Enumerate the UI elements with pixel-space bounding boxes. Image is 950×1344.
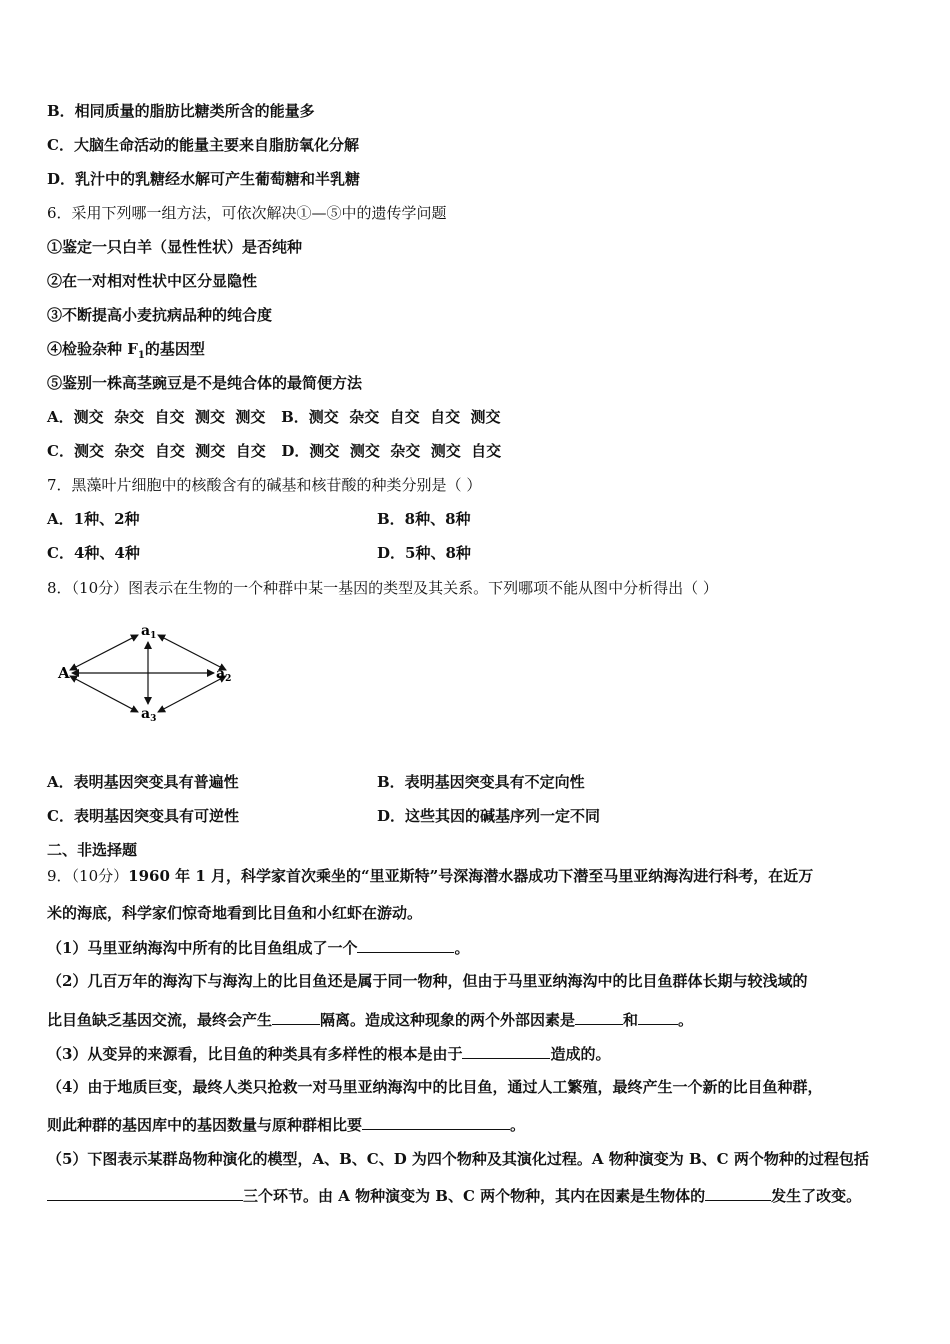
q9-part5-text-b: 发生了改变。: [771, 1187, 862, 1205]
q7-option-c: C．4种、4种: [47, 544, 140, 562]
q9-blank-5[interactable]: [462, 1043, 550, 1059]
q6-item-4-sub: 1: [137, 350, 145, 361]
q8-option-b: B．表明基因突变具有不定向性: [377, 773, 585, 791]
q9-part1: [47, 937, 469, 958]
q7-stem: 7．黑藻叶片细胞中的核酸含有的碱基和核苷酸的种类分别是（ ）: [47, 476, 482, 494]
q7-option-d: D．5种、8种: [377, 544, 471, 562]
q9-stem-line2: 米的海底，科学家们惊奇地看到比目鱼和小红虾在游动。: [47, 904, 423, 922]
q9-part4-line1: （4）由于地质巨变，最终人类只抢救一对马里亚纳海沟中的比目鱼，通过人工繁殖，最终产生一个新的比目鱼种群，: [47, 1078, 823, 1096]
q8-option-a: A．表明基因突变具有普遍性: [47, 773, 239, 791]
q9-part2-text-a: 比目鱼缺乏基因交流，最终会产生: [47, 1011, 273, 1029]
allele-diagram: [50, 620, 250, 725]
q6-item-4-text: ④检验杂种 F: [47, 340, 138, 358]
q9-part3-text-b: 造成的。: [550, 1045, 611, 1063]
q9-part2-text-c: 和: [623, 1011, 639, 1029]
q9-blank-2[interactable]: [272, 1009, 320, 1025]
q9-part5-line1: （5）下图表示某群岛物种演化的模型，A、B、C、D 为四个物种及其演化过程。A 物种演变为 B、C 两个物种的过程包括: [47, 1150, 869, 1168]
node-a1: [141, 623, 156, 641]
node-a3: [141, 706, 156, 724]
q9-part2-line1: （2）几百万年的海沟下与海沟上的比目鱼还是属于同一物种，但由于马里亚纳海沟中的比目鱼群体长期与较浅域的: [47, 972, 808, 990]
q9-part3-text-a: （3）从变异的来源看，比目鱼的种类具有多样性的根本是由于: [47, 1045, 463, 1063]
q6-option-d: D．测交 测交 杂交 测交 自交: [281, 442, 502, 460]
q9-blank-8[interactable]: [705, 1185, 771, 1201]
q9-blank-1[interactable]: [357, 937, 454, 953]
q9-part2-text-b: 隔离。造成这种现象的两个外部因素是: [320, 1011, 576, 1029]
node-a2-sub: 2: [225, 674, 232, 684]
node-a1-base: a: [141, 623, 151, 639]
node-a2: [216, 666, 231, 684]
q5-option-c: C．大脑生命活动的能量主要来自脂肪氧化分解: [47, 136, 359, 154]
q6-options-ab: [47, 407, 501, 427]
q9-part4-text-b: 。: [510, 1116, 526, 1134]
q9-stem-line1: [47, 866, 813, 886]
q9-part1-text: （1）马里亚纳海沟中所有的比目鱼组成了一个: [47, 939, 358, 957]
q5-option-d: D．乳汁中的乳糖经水解可产生葡萄糖和半乳糖: [47, 170, 361, 188]
q9-part2-text-d: 。: [678, 1011, 694, 1029]
q9-part3: [47, 1043, 610, 1064]
q9-blank-3[interactable]: [575, 1009, 623, 1025]
node-a3-base: a: [141, 706, 151, 722]
q9-part2-line2: [47, 1009, 693, 1030]
arrow-a-a1: [70, 635, 138, 670]
q9-blank-7[interactable]: [47, 1185, 243, 1201]
q6-option-c: C．测交 杂交 自交 测交 自交: [47, 442, 266, 460]
q8-stem: 8．（10分）图表示在生物的一个种群中某一基因的类型及其关系。下列哪项不能从图中分析得出（ ）: [47, 579, 718, 597]
node-A: A: [58, 664, 70, 682]
q6-option-a: A．测交 杂交 自交 测交 测交: [47, 408, 266, 426]
q6-item-4-tail: 的基因型: [144, 340, 205, 358]
q7-option-a: A．1种、2种: [47, 510, 140, 528]
q6-item-5: ⑤鉴别一株高茎豌豆是不是纯合体的最简便方法: [47, 374, 363, 392]
q9-stem-prefix: 9．（10分）: [47, 867, 129, 885]
q6-item-2: ②在一对相对性状中区分显隐性: [47, 272, 258, 290]
q9-part1-end: 。: [454, 939, 470, 957]
q9-part4-line2: [47, 1114, 525, 1135]
q9-stem-text: 1960 年 1 月，科学家首次乘坐的“里亚斯特”号深海潜水器成功下潜至马里亚纳海沟进行科考，在近万: [128, 867, 814, 885]
q9-blank-6[interactable]: [362, 1114, 510, 1130]
q7-option-b: B．8种、8种: [377, 510, 471, 528]
q9-part5-line2: [47, 1185, 861, 1206]
q6-options-cd: [47, 441, 501, 461]
q6-item-4: [47, 339, 205, 366]
q8-option-c: C．表明基因突变具有可逆性: [47, 807, 239, 825]
node-a1-sub: 1: [150, 631, 157, 641]
q9-part5-text-a: 三个环节。由 A 物种演变为 B、C 两个物种，其内在因素是生物体的: [243, 1187, 706, 1205]
q9-part4-text-a: 则此种群的基因库中的基因数量与原种群相比要: [47, 1116, 363, 1134]
arrow-a1-a2: [158, 635, 226, 670]
q6-item-1: ①鉴定一只白羊（显性性状）是否纯种: [47, 238, 303, 256]
node-a3-sub: 3: [150, 714, 157, 724]
arrow-a-a3: [70, 676, 138, 712]
section-heading: 二、非选择题: [47, 841, 138, 859]
q6-item-3: ③不断提高小麦抗病品种的纯合度: [47, 306, 273, 324]
q6-stem: 6．采用下列哪一组方法，可依次解决①—⑤中的遗传学问题: [47, 204, 447, 222]
q8-option-d: D．这些其因的碱基序列一定不同: [377, 807, 601, 825]
q9-blank-4[interactable]: [638, 1009, 678, 1025]
q6-option-b: B．测交 杂交 自交 自交 测交: [281, 408, 501, 426]
node-a2-base: a: [216, 666, 226, 682]
q5-option-b: B．相同质量的脂肪比糖类所含的能量多: [47, 102, 315, 120]
